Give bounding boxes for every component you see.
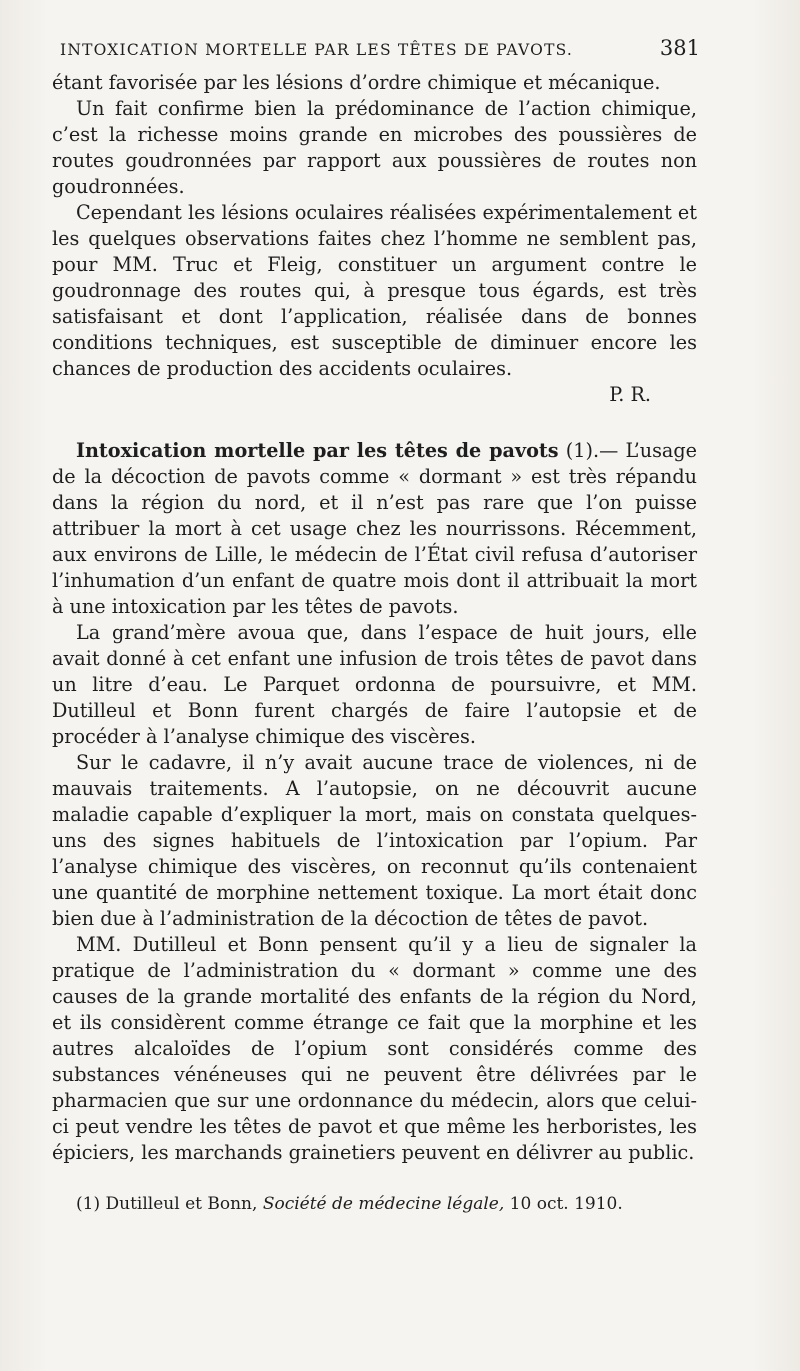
- footnote-source: Société de médecine légale,: [262, 1194, 505, 1214]
- body-text: [52, 70, 697, 1166]
- article-paragraph: [52, 438, 697, 620]
- paragraph-continuation: étant favorisée par les lésions d’ordre chimique et mécanique.: [52, 71, 661, 94]
- paragraph: Cependant les lésions oculaires réalisées expérimentalement et les quelques observations faites chez l’homme ne semblent pas, pour MM. Truc et Fleig, constituer un argument contre le goudronnage des routes qui, à presque tous égards, est très satisfaisant et dont l’application, réalisée dans de bonnes conditions techniques, est susceptible de diminuer encore les chances de production des accidents oculaires.: [52, 201, 697, 380]
- paragraph: Sur le cadavre, il n’y avait aucune trace de violences, ni de mauvais traitements. A l’autopsie, on ne découvrit aucune maladie capable d’expliquer la mort, mais on constata quelques-uns des signes habituels de l’intoxication par l’opium. Par l’analyse chimique des viscères, on reconnut qu’ils contenaient une quantité de morphine nettement toxique. La mort était donc bien due à l’administration de la décoction de têtes de pavot.: [52, 751, 697, 930]
- article-title: Intoxication mortelle par les têtes de pavots: [76, 439, 559, 462]
- page-number: 381: [659, 36, 700, 60]
- paragraph: La grand’mère avoua que, dans l’espace de huit jours, elle avait donné à cet enfant une infusion de trois têtes de pavot dans un litre d’eau. Le Parquet ordonna de poursuivre, et MM. Dutilleul et Bonn furent chargés de faire l’autopsie et de procéder à l’analyse chimique des viscères.: [52, 621, 697, 748]
- running-title: INTOXICATION MORTELLE PAR LES TÊTES DE PAVOTS.: [60, 41, 573, 59]
- footnote: [76, 1193, 623, 1215]
- footnote-authors: Dutilleul et Bonn,: [105, 1194, 258, 1214]
- running-header: [60, 36, 700, 60]
- paragraph: Un fait confirme bien la prédominance de l’action chimique, c’est la richesse moins grande en microbes des poussières de routes goudronnées par rapport aux poussières de routes non goudronnées.: [52, 97, 697, 198]
- footnote-marker: (1): [76, 1194, 101, 1214]
- paragraph-text: — L’usage de la décoction de pavots comme « dormant » est très répandu dans la région du nord, et il n’est pas rare que l’on puisse attribuer la mort à cet usage chez les nourrissons. Récemment, aux environs de Lille, le médecin de l’État civil refusa d’autoriser l’inhumation d’un enfant de quatre mois dont il attribuait la mort à une intoxication par les têtes de pavots.: [52, 439, 697, 618]
- footnote-reference: (1).: [565, 439, 600, 462]
- author-initials: P. R.: [609, 383, 651, 406]
- footnote-date: 10 oct. 1910.: [509, 1194, 623, 1214]
- paragraph: MM. Dutilleul et Bonn pensent qu’il y a lieu de signaler la pratique de l’administration du « dormant » comme une des causes de la grande mortalité des enfants de la région du Nord, et ils considèrent comme étrange ce fait que la morphine et les autres alcaloïdes de l’opium sont considérés comme des substances vénéneuses qui ne peuvent être délivrées par le pharmacien que sur une ordonnance du médecin, alors que celui-ci peut vendre les têtes de pavot et que même les herboristes, les épiciers, les marchands grainetiers peuvent en délivrer au public.: [52, 933, 697, 1164]
